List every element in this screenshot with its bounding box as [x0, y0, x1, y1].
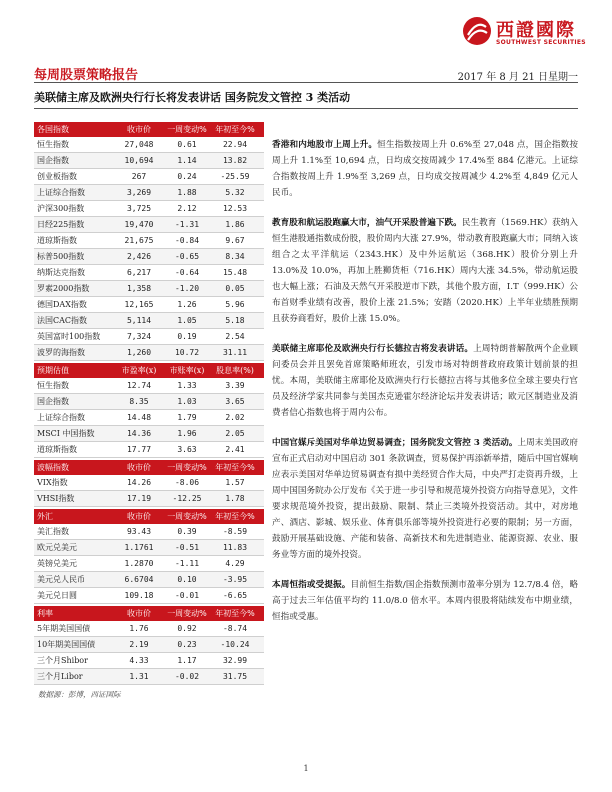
table-body	[34, 524, 264, 604]
table-cell: 267	[131, 172, 147, 181]
table-cell: 3,725	[126, 204, 152, 213]
table-row	[34, 637, 264, 653]
table-cell: 1,260	[126, 348, 152, 357]
table-cell: 6,217	[126, 268, 152, 277]
table-row	[34, 297, 264, 313]
headline: 美联储主席及欧洲央行行长将发表讲话 国务院发文管控 3 类活动	[34, 91, 351, 104]
table-section-header	[34, 606, 264, 621]
table-cell: -0.02	[174, 672, 200, 681]
paragraph-text: 目前恒生指数/国企指数预测市盈率分别为 12.7/8.4 倍，略高于过去三年估值平均约 11.0/8.0 倍水平。本周内很股将陆续发布中期业绩，恒指或受惠。	[272, 580, 578, 622]
table-cell: -10.24	[220, 640, 250, 649]
table-cell: 3.65	[225, 397, 245, 406]
table-cell: 19,470	[124, 220, 154, 229]
table-cell: 0.39	[177, 527, 197, 536]
table-row	[34, 491, 264, 507]
paragraph-text: 上周特朗普解散两个企业顾问委员会并且罢免首席策略师班农，引发市场对特朗普政府政策计划前景的担忧。本周，美联储主席耶伦及欧洲央行行长德拉吉将与其他多位全球主要央行官员及经济学家共同参与美国杰克逊霍尔经济论坛并发表讲话；欧元区制造业及消费者信心指数也将于周内公布。	[272, 344, 578, 418]
row-label: MSCI 中国指数	[37, 429, 95, 438]
row-label: 三个月Shibor	[37, 656, 88, 665]
row-label: 波罗的海指数	[37, 348, 85, 357]
row-label: 沪深300指数	[37, 204, 85, 213]
table-cell: 1.1761	[124, 543, 154, 552]
table-row	[34, 556, 264, 572]
table-cell: 1.96	[177, 429, 197, 438]
column-header: 收市价	[127, 125, 151, 134]
commentary-paragraph	[272, 577, 578, 625]
table-row	[34, 378, 264, 394]
column-header: 一周变动%	[167, 512, 207, 521]
table-cell: 12,165	[124, 300, 154, 309]
table-section-header	[34, 509, 264, 524]
table-cell: 1.31	[129, 672, 149, 681]
paragraph-heading: 教育股和航运股跑赢大市，油气开采股普遍下跌。	[272, 218, 462, 228]
row-label: 创业板指数	[37, 172, 77, 181]
table-row	[34, 653, 264, 669]
table-cell: -0.01	[174, 591, 200, 600]
paragraph-heading: 美联储主席耶伦及欧洲央行行长德拉吉将发表讲话。	[272, 344, 474, 354]
row-label: 恒生指数	[37, 381, 69, 390]
table-cell: 8.35	[129, 397, 149, 406]
table-cell: 1.86	[225, 220, 245, 229]
row-label: 10年期美国国债	[37, 640, 96, 649]
table-row	[34, 233, 264, 249]
table-cell: -25.59	[220, 172, 250, 181]
table-row	[34, 588, 264, 604]
table-row	[34, 313, 264, 329]
table-row	[34, 621, 264, 637]
table-cell: 1.05	[177, 316, 197, 325]
table-cell: 11.83	[222, 543, 248, 552]
table-cell: 5.96	[225, 300, 245, 309]
table-cell: -8.06	[174, 478, 200, 487]
table-row	[34, 426, 264, 442]
table-cell: 0.23	[177, 640, 197, 649]
row-label: 美元兑日圆	[37, 591, 77, 600]
table-cell: 7,324	[126, 332, 152, 341]
column-header: 一周变动%	[167, 463, 207, 472]
table-cell: 3,269	[126, 188, 152, 197]
row-label: 国企指数	[37, 397, 69, 406]
row-label: 道琼斯指数	[37, 445, 77, 454]
table-cell: 4.29	[225, 559, 245, 568]
headline-divider	[34, 108, 578, 109]
section-title: 各国指数	[37, 125, 69, 134]
table-cell: 17.77	[126, 445, 152, 454]
table-cell: -0.51	[174, 543, 200, 552]
row-label: 上证综合指数	[37, 413, 85, 422]
table-body	[34, 475, 264, 507]
column-header: 市账率(x)	[169, 366, 205, 375]
logo-english-name: SOUTHWEST SECURITIES	[496, 39, 586, 46]
table-row	[34, 281, 264, 297]
table-cell: 10,694	[124, 156, 154, 165]
table-cell: 31.11	[222, 348, 248, 357]
table-cell: 1.33	[177, 381, 197, 390]
paragraph-text: 恒生指数按周上升 0.6%至 27,048 点，国企指数按周上升 1.1%至 10,694 点，日均成交按周减少 17.4%至 884 亿港元。上证综合指数按周上升 1.9%至 3,269 点，日均成交按周减少 4.2%至 4,849 亿元人民币。	[272, 140, 578, 198]
table-cell: 2.12	[177, 204, 197, 213]
row-label: 纳斯达克指数	[37, 268, 85, 277]
table-cell: 0.10	[177, 575, 197, 584]
table-cell: 1.17	[177, 656, 197, 665]
table-cell: 0.19	[177, 332, 197, 341]
table-row	[34, 669, 264, 685]
table-cell: 109.18	[124, 591, 154, 600]
row-label: 美元兑人民币	[37, 575, 85, 584]
row-label: 英镑兑美元	[37, 559, 77, 568]
table-row	[34, 410, 264, 426]
table-row	[34, 345, 264, 361]
column-header: 收市价	[127, 512, 151, 521]
table-cell: 17.19	[126, 494, 152, 503]
table-cell: 5.18	[225, 316, 245, 325]
table-cell: 93.43	[126, 527, 152, 536]
table-cell: 1.03	[177, 397, 197, 406]
report-date: 2017 年 8 月 21 日星期一	[457, 72, 578, 83]
table-cell: 12.74	[126, 381, 152, 390]
table-cell: 1.88	[177, 188, 197, 197]
table-cell: 0.92	[177, 624, 197, 633]
table-cell: 2.05	[225, 429, 245, 438]
table-cell: 3.63	[177, 445, 197, 454]
market-data-tables	[34, 120, 264, 700]
table-cell: 1.57	[225, 478, 245, 487]
row-label: 恒生指数	[37, 140, 69, 149]
paragraph-heading: 本周恒指或受提振。	[272, 580, 351, 590]
table-row	[34, 329, 264, 345]
source-note: 数据源：彭博，西证国际	[38, 690, 121, 699]
table-row	[34, 217, 264, 233]
table-cell: 14.36	[126, 429, 152, 438]
row-label: VIX指数	[37, 478, 68, 487]
table-cell: 27,048	[124, 140, 154, 149]
table-cell: 9.67	[225, 236, 245, 245]
logo-mark-icon	[462, 16, 492, 46]
table-cell: 31.75	[222, 672, 248, 681]
table-section-header	[34, 460, 264, 475]
table-cell: 3.39	[225, 381, 245, 390]
table-cell: -0.84	[174, 236, 200, 245]
row-label: 法国CAC指数	[37, 316, 88, 325]
commentary-paragraph	[272, 435, 578, 563]
table-row	[34, 201, 264, 217]
table-body	[34, 621, 264, 685]
table-row	[34, 540, 264, 556]
row-label: VHSI指数	[37, 494, 75, 503]
table-cell: -1.31	[174, 220, 200, 229]
row-label: 上证综合指数	[37, 188, 85, 197]
table-cell: 32.99	[222, 656, 248, 665]
table-row	[34, 524, 264, 540]
table-cell: -1.20	[174, 284, 200, 293]
row-label: 德国DAX指数	[37, 300, 87, 309]
table-cell: -0.64	[174, 268, 200, 277]
row-label: 标普500指数	[37, 252, 85, 261]
row-label: 罗素2000指数	[37, 284, 90, 293]
table-row	[34, 249, 264, 265]
table-row	[34, 137, 264, 153]
table-row	[34, 265, 264, 281]
table-cell: 2.19	[129, 640, 149, 649]
table-cell: 0.24	[177, 172, 197, 181]
table-cell: 14.26	[126, 478, 152, 487]
table-cell: 5,114	[126, 316, 152, 325]
table-cell: 13.82	[222, 156, 248, 165]
table-cell: -8.74	[222, 624, 248, 633]
paragraph-text: 上周末美国政府宣布正式启动对中国启动 301 条款调查，贸易保护再添新举措，随后中国官媒响应表示美国对华单边贸易调查有损中美经贸合作大局，中央严打走资再升级，上周中国国务院办公厅发布《关于进一步引导和规范境外投资方向指导意见》，文件要求规范境外投资，提出鼓励、限制、禁止三类境外投资活动。其中，对房地产、酒店、影城、娱乐业、体育俱乐部等境外投资进行必要的限制；另一方面，鼓励开展基础设施、产能和装备、高新技术和先进制造业、能源资源、农业、服务业等方面的境外投资。	[272, 438, 578, 560]
column-header: 一周变动%	[167, 609, 207, 618]
table-cell: 1.76	[129, 624, 149, 633]
table-cell: 21,675	[124, 236, 154, 245]
table-cell: 2.41	[225, 445, 245, 454]
table-row	[34, 153, 264, 169]
table-cell: 1,358	[126, 284, 152, 293]
table-cell: 2.54	[225, 332, 245, 341]
table-section-header	[34, 122, 264, 137]
paragraph-text: 民生教育（1569.HK）获纳入恒生港股通指数成份股，股价周内大涨 27.9%，带动教育股跑赢大市；同纳入该组合之太平洋航运（2343.HK）及中外运航运（368.HK）股价分别上升 13.0%及 10.0%，再加上胜狮货柜（716.HK）周内大涨 34.5%，带动航运股也大幅上涨；石油及天然气开采股逆市下跌，其他个股方面，I.T（999.HK）公布首财季业绩有改善，股价上涨 21.5%；安踏（2020.HK）上半年业绩胜预期且获券商看好，股价上涨 15.0%。	[272, 218, 578, 324]
commentary-paragraph	[272, 341, 578, 421]
table-cell: -8.59	[222, 527, 248, 536]
row-label: 日经225指数	[37, 220, 85, 229]
table-row	[34, 442, 264, 458]
table-cell: -1.11	[174, 559, 200, 568]
company-logo	[462, 14, 592, 54]
section-title: 利率	[37, 609, 53, 618]
table-row	[34, 185, 264, 201]
row-label: 英国富时100指数	[37, 332, 101, 341]
page-number: 1	[303, 764, 309, 773]
column-header: 一周变动%	[167, 125, 207, 134]
table-body	[34, 378, 264, 458]
table-row	[34, 169, 264, 185]
column-header: 年初至今%	[215, 512, 255, 521]
column-header: 收市价	[127, 609, 151, 618]
commentary-paragraph	[272, 137, 578, 201]
table-cell: 1.78	[225, 494, 245, 503]
table-cell: 15.48	[222, 268, 248, 277]
commentary	[272, 137, 578, 639]
table-cell: 1.2870	[124, 559, 154, 568]
table-cell: -12.25	[172, 494, 202, 503]
row-label: 三个月Libor	[37, 672, 83, 681]
column-header: 年初至今%	[215, 463, 255, 472]
table-cell: 12.53	[222, 204, 248, 213]
section-title: 波幅指数	[37, 463, 69, 472]
section-title: 预期估值	[37, 366, 69, 375]
table-cell: 14.48	[126, 413, 152, 422]
column-header: 股息率(%)	[216, 366, 254, 375]
table-cell: 2,426	[126, 252, 152, 261]
table-cell: 6.6704	[124, 575, 154, 584]
table-cell: 0.05	[225, 284, 245, 293]
commentary-paragraph	[272, 215, 578, 327]
header-divider	[34, 82, 578, 83]
row-label: 国企指数	[37, 156, 69, 165]
paragraph-heading: 香港和内地股市上周上升。	[272, 140, 378, 150]
row-label: 5年期美国国债	[37, 624, 91, 633]
table-row	[34, 475, 264, 491]
table-cell: 4.33	[129, 656, 149, 665]
table-cell: 10.72	[174, 348, 200, 357]
table-cell: -3.95	[222, 575, 248, 584]
table-row	[34, 572, 264, 588]
column-header: 收市价	[127, 463, 151, 472]
section-title: 外汇	[37, 512, 53, 521]
table-cell: 1.14	[177, 156, 197, 165]
table-cell: -0.65	[174, 252, 200, 261]
table-cell: 0.61	[177, 140, 197, 149]
table-section-header	[34, 363, 264, 378]
table-cell: 5.32	[225, 188, 245, 197]
row-label: 美汇指数	[37, 527, 69, 536]
table-cell: -6.65	[222, 591, 248, 600]
table-cell: 2.02	[225, 413, 245, 422]
row-label: 欧元兑美元	[37, 543, 77, 552]
table-cell: 1.26	[177, 300, 197, 309]
report-title: 每周股票策略报告	[34, 68, 139, 83]
row-label: 道琼斯指数	[37, 236, 77, 245]
column-header: 年初至今%	[215, 609, 255, 618]
table-cell: 22.94	[222, 140, 248, 149]
table-cell: 1.79	[177, 413, 197, 422]
column-header: 年初至今%	[215, 125, 255, 134]
table-row	[34, 394, 264, 410]
paragraph-heading: 中国官媒斥美国对华单边贸易调查；国务院发文管控 3 类活动。	[272, 438, 518, 448]
logo-chinese-name: 西證國際	[496, 20, 576, 41]
column-header: 市盈率(x)	[121, 366, 157, 375]
table-body	[34, 137, 264, 361]
table-cell: 8.34	[225, 252, 245, 261]
